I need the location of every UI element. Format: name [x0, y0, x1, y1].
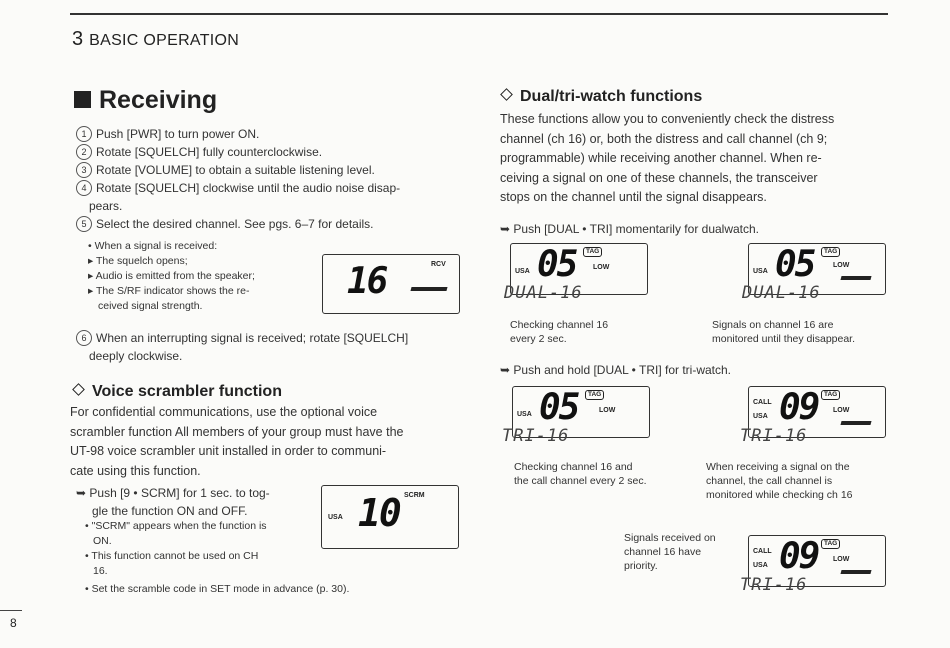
lcd-tag-label: TAG — [583, 247, 602, 257]
lcd-blinking-subtext: TRI-16 — [740, 575, 808, 595]
lcd-digits: 05 — [539, 387, 579, 428]
step-5 — [76, 215, 466, 233]
step-text: Rotate [SQUELCH] clockwise until the audio noise disap- — [96, 181, 401, 195]
page-number: 8 — [10, 616, 17, 630]
chapter-title: BASIC OPERATION — [89, 32, 240, 49]
caption-4: When receiving a signal on the channel, the call channel is monitored while checking ch 16 — [706, 461, 853, 501]
lcd-digits: 05 — [775, 244, 815, 285]
lcd-usa-label: USA — [753, 268, 768, 275]
receiving-title: Receiving — [99, 86, 218, 114]
step-text-cont: deeply clockwise. — [89, 349, 183, 363]
receiving-heading — [74, 86, 217, 115]
lcd-digits: 09 — [779, 387, 819, 428]
lcd-low-label: LOW — [833, 407, 850, 414]
voice-paragraph: For confidential communications, use the optional voice scrambler function All members of your group must have the UT-98 voice scrambler unit installed in order to communi- cate using this function. — [70, 405, 404, 478]
voice-bullets: • "SCRM" appears when the function is ON. • This function cannot be used on CH 16. • Set the scramble code in SET mode in advance (p. 30). — [85, 520, 350, 595]
step-text: Rotate [SQUELCH] fully counterclockwise. — [96, 145, 323, 159]
lcd-tag-label: TAG — [821, 247, 840, 257]
lcd-call-label: CALL — [753, 548, 772, 555]
caption-2: Signals on channel 16 are monitored until they disappear. — [712, 319, 856, 345]
lcd-blinking-subtext: DUAL-16 — [742, 283, 821, 303]
dual-paragraph: These functions allow you to conveniently check the distress channel (ch 16) or, both the distress and call channel (ch 9; programmable) while receiving another channel. When re- ceiving a signal on one of these channels, the transceiver stops on the channel until the signal disappears. — [500, 112, 835, 204]
step-3 — [76, 161, 466, 179]
diamond-icon — [72, 383, 85, 396]
receiving-steps — [76, 125, 466, 233]
signal-bar-icon — [840, 421, 871, 425]
lcd-usa-label: USA — [753, 413, 768, 420]
step-text: Push [PWR] to turn power ON. — [96, 127, 260, 141]
lcd-blinking-subtext: DUAL-16 — [504, 283, 583, 303]
lcd-usa-label: USA — [328, 514, 343, 521]
voice-title: Voice scrambler function — [92, 383, 282, 400]
lcd-tag-label: TAG — [821, 539, 840, 549]
lcd-usa-label: USA — [515, 268, 530, 275]
step-number: 2 — [76, 144, 92, 160]
chapter-number: 3 — [72, 28, 84, 50]
sub-item: ▸ Audio is emitted from the speaker; — [88, 270, 255, 282]
caption-1: Checking channel 16 every 2 sec. — [510, 319, 609, 345]
dualwatch-heading — [498, 88, 702, 106]
page-number-rule — [0, 610, 22, 611]
caption-3: Checking channel 16 and the call channel every 2 sec. — [514, 461, 647, 487]
signal-notes — [88, 239, 328, 314]
step-text: Rotate [VOLUME] to obtain a suitable listening level. — [96, 163, 375, 177]
step-4 — [76, 179, 466, 197]
lcd-low-label: LOW — [833, 262, 850, 269]
step-6 — [76, 329, 466, 365]
lcd-digits: 10 — [358, 491, 400, 535]
lcd-display-receiving — [322, 254, 460, 314]
square-bullet-icon — [74, 91, 91, 108]
sub-item-cont: ceived signal strength. — [98, 300, 203, 312]
step-text: When an interrupting signal is received; rotate [SQUELCH] — [96, 331, 409, 345]
lcd-tag-label: TAG — [585, 390, 604, 400]
step-text: Select the desired channel. See pgs. 6–7 for details. — [96, 217, 374, 231]
lcd-digits: 05 — [537, 244, 577, 285]
sub-item: ▸ The squelch opens; — [88, 255, 188, 267]
signal-bar-icon — [410, 287, 447, 291]
lcd-rcv-label: RCV — [431, 261, 446, 268]
step-text-cont: pears. — [89, 199, 123, 213]
lcd-call-label: CALL — [753, 399, 772, 406]
lcd-low-label: LOW — [593, 264, 610, 271]
sub-note: • When a signal is received: — [88, 240, 218, 252]
signal-bar-icon — [840, 276, 871, 280]
voice-scrambler-heading — [70, 383, 282, 401]
dual-title: Dual/tri-watch functions — [520, 88, 703, 105]
step-number: 5 — [76, 216, 92, 232]
lcd-scrm-label: SCRM — [404, 492, 425, 499]
lcd-blinking-subtext: TRI-16 — [502, 426, 570, 446]
lcd-usa-label: USA — [753, 562, 768, 569]
lcd-digits: 16 — [347, 261, 387, 302]
header-rule — [70, 13, 888, 15]
sub-item: ▸ The S/RF indicator shows the re- — [88, 285, 250, 297]
caption-5: Signals received on channel 16 have priority. — [624, 532, 716, 572]
step-number: 3 — [76, 162, 92, 178]
voice-push-instruction: ➥ Push [9 • SCRM] for 1 sec. to tog- gle the function ON and OFF. — [76, 486, 270, 518]
step-number: 4 — [76, 180, 92, 196]
lcd-low-label: LOW — [833, 556, 850, 563]
signal-bar-icon — [840, 570, 871, 574]
lcd-usa-label: USA — [517, 411, 532, 418]
step-number: 1 — [76, 126, 92, 142]
lcd-display-scrm — [321, 485, 459, 549]
chapter-heading — [72, 28, 239, 51]
diamond-icon — [500, 88, 513, 101]
lcd-digits: 09 — [779, 536, 819, 577]
lcd-low-label: LOW — [599, 407, 616, 414]
step-1 — [76, 125, 466, 143]
lcd-tag-label: TAG — [821, 390, 840, 400]
step-2 — [76, 143, 466, 161]
step-number: 6 — [76, 330, 92, 346]
lcd-blinking-subtext: TRI-16 — [740, 426, 808, 446]
dualwatch-instruction: ➥ Push [DUAL • TRI] momentarily for dualwatch. — [500, 222, 760, 236]
triwatch-instruction: ➥ Push and hold [DUAL • TRI] for tri-watch. — [500, 363, 732, 377]
